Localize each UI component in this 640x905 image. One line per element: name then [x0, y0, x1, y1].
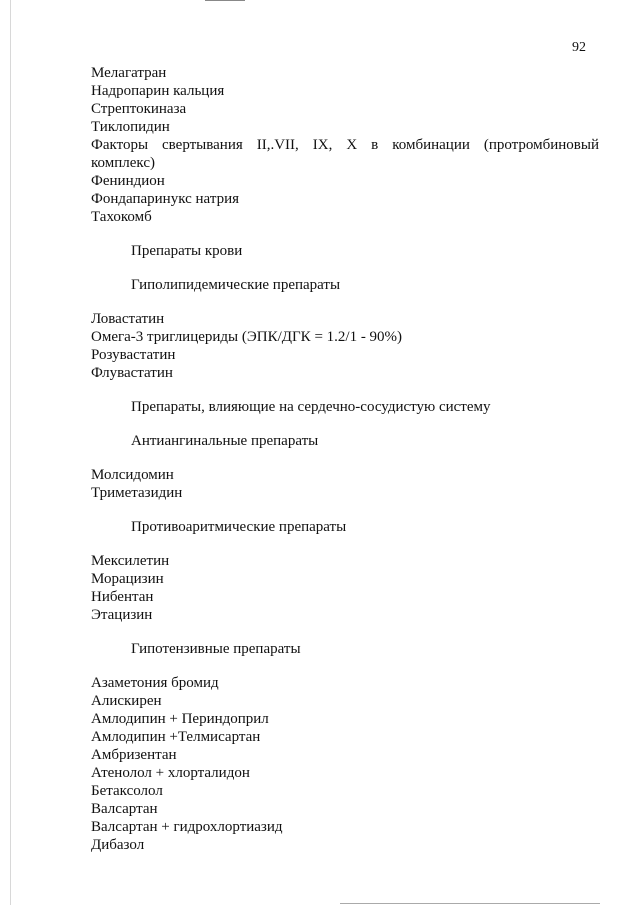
- list-item: Амбризентан: [91, 747, 177, 763]
- page-number: 92: [572, 40, 586, 55]
- list-item: Атенолол + хлорталидон: [91, 765, 250, 781]
- section-heading: Гиполипидемические препараты: [131, 277, 341, 293]
- drug-list-hypotensive: [91, 674, 599, 854]
- list-item: Амлодипин +Телмисартан: [91, 729, 261, 745]
- list-item: Валсартан + гидрохлортиазид: [91, 819, 283, 835]
- drug-list-antiarrhythmic: [91, 552, 599, 624]
- list-item: Фениндион: [91, 173, 165, 189]
- list-item: Молсидомин: [91, 467, 174, 483]
- list-item: Морацизин: [91, 571, 164, 587]
- list-item: Стрептокиназа: [91, 101, 187, 117]
- scan-edge-line: [10, 0, 11, 905]
- list-item: Этацизин: [91, 607, 153, 623]
- list-item: Мексилетин: [91, 553, 170, 569]
- list-item: Мелагатран: [91, 65, 167, 81]
- section-heading: Противоаритмические препараты: [131, 519, 347, 535]
- section-heading: Антиангинальные препараты: [131, 433, 319, 449]
- list-item: Тиклопидин: [91, 119, 170, 135]
- list-item: Валсартан: [91, 801, 158, 817]
- scan-bottom-mark: [340, 903, 600, 904]
- section-heading: Гипотензивные препараты: [131, 641, 301, 657]
- list-item: Алискирен: [91, 693, 162, 709]
- list-item: Азаметония бромид: [91, 675, 219, 691]
- section-heading: Препараты крови: [131, 243, 243, 259]
- list-item: Фондапаринукс натрия: [91, 191, 239, 207]
- drug-list-anticoagulants: [91, 64, 599, 226]
- list-item: Дибазол: [91, 837, 145, 853]
- list-item: Триметазидин: [91, 485, 183, 501]
- list-item: Розувастатин: [91, 347, 176, 363]
- list-item: комплекс): [91, 155, 155, 171]
- drug-list-antianginal: [91, 466, 599, 502]
- list-item: Омега-3 триглицериды (ЭПК/ДГК = 1.2/1 - 90%): [91, 329, 403, 345]
- list-item: Флувастатин: [91, 365, 173, 381]
- drug-list-lipid: [91, 310, 599, 382]
- list-item: Факторы свертывания II,.VII, IX, X в комбинации (протромбиновый: [91, 137, 599, 153]
- list-item: Бетаксолол: [91, 783, 163, 799]
- list-item: Нибентан: [91, 589, 154, 605]
- list-item: Тахокомб: [91, 209, 152, 225]
- list-item: Амлодипин + Периндоприл: [91, 711, 269, 727]
- scan-top-mark: [205, 0, 245, 1]
- section-heading: Препараты, влияющие на сердечно-сосудистую систему: [131, 399, 491, 415]
- document-body: [91, 64, 599, 854]
- list-item: Надропарин кальция: [91, 83, 225, 99]
- list-item: Ловастатин: [91, 311, 165, 327]
